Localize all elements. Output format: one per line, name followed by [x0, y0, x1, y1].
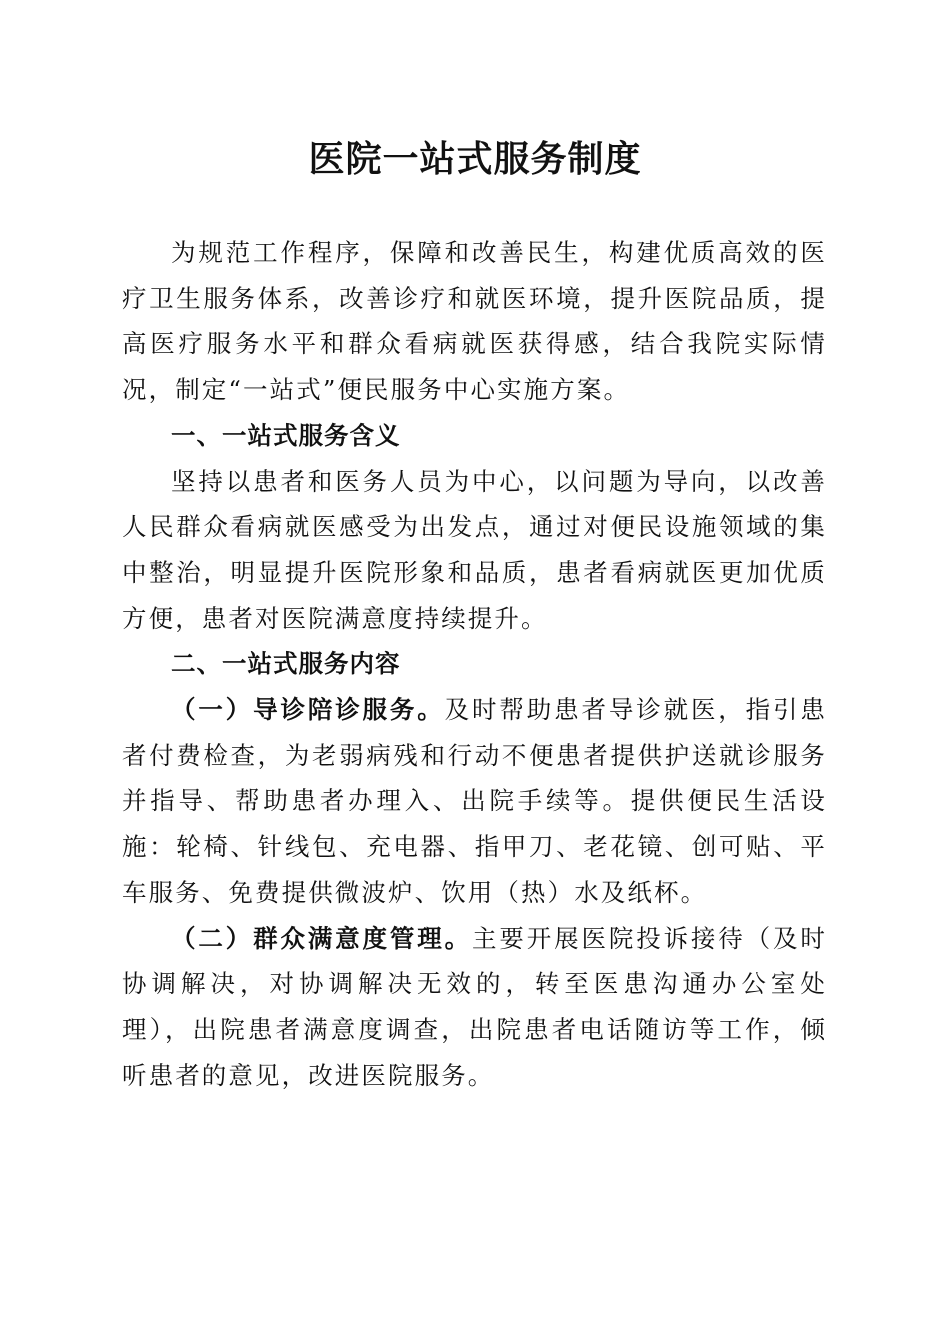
section-heading-meaning: 一、一站式服务含义 [171, 420, 401, 450]
content-item-guide-paragraph [122, 687, 827, 916]
content-item-guide-lead: （一）导诊陪诊服务。 [171, 695, 445, 725]
document-title: 医院一站式服务制度 [308, 139, 642, 180]
document-body [122, 230, 827, 1098]
section-heading-content: 二、一站式服务内容 [171, 649, 401, 679]
content-item-guide-text: 及时帮助患者导诊就医，指引患者付费检查，为老弱病残和行动不便患者提供护送就诊服务并指导、帮助患者办理入、出院手续等。提供便民生活设施：轮椅、针线包、充电器、指甲刀、老花镜、创可贴、平车服务、免费提供微波炉、饮用（热）水及纸杯。 [122, 695, 827, 907]
section-meaning-paragraph: 坚持以患者和医务人员为中心，以问题为导向，以改善人民群众看病就医感受为出发点，通过对便民设施领域的集中整治，明显提升医院形象和品质，患者看病就医更加优质方便，患者对医院满意度持续提升。 [122, 466, 827, 633]
content-item-satisfaction-paragraph [122, 916, 827, 1099]
intro-paragraph: 为规范工作程序，保障和改善民生，构建优质高效的医疗卫生服务体系，改善诊疗和就医环境，提升医院品质，提高医疗服务水平和群众看病就医获得感，结合我院实际情况，制定“一站式”便民服务中心实施方案。 [122, 238, 827, 405]
content-item-satisfaction-text: 主要开展医院投诉接待（及时协调解决，对协调解决无效的，转至医患沟通办公室处理），出院患者满意度调查，出院患者电话随访等工作，倾听患者的意见，改进医院服务。 [122, 923, 827, 1090]
content-item-satisfaction-lead: （二）群众满意度管理。 [171, 923, 473, 953]
